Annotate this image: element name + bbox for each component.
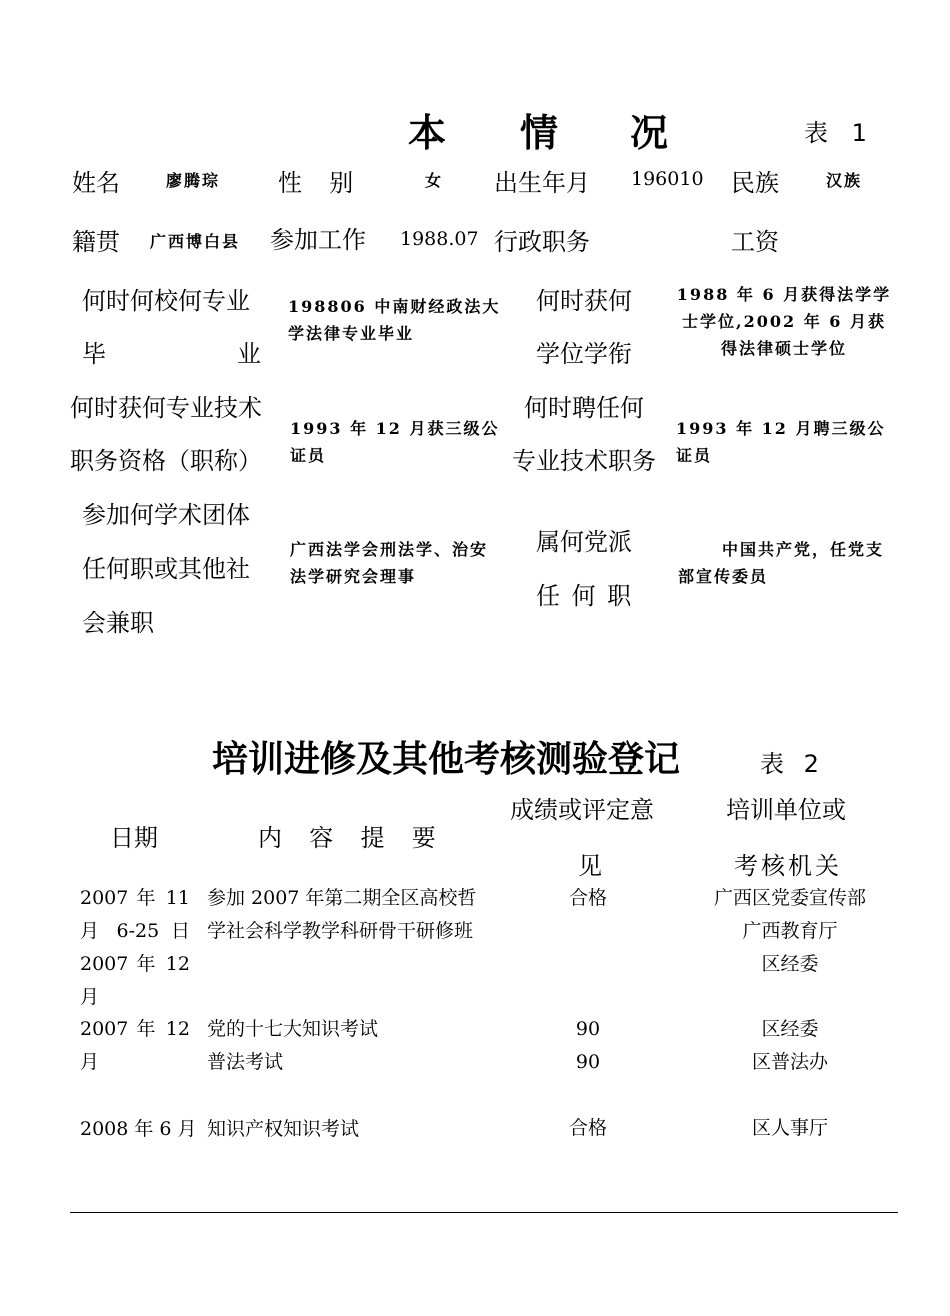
- association-label-line3: 会兼职: [82, 609, 154, 637]
- table-row-2-date: 2007 年 12 月: [80, 1018, 190, 1073]
- appointment-label-line1: 何时聘任何: [524, 394, 644, 422]
- table-row-1-date: 2007 年 11 月 6-25 日 2007 年 12 月: [80, 887, 190, 1008]
- name-label: 姓名: [72, 169, 120, 197]
- table2-number: 表 2: [760, 750, 825, 778]
- header-content: 内 容 提 要: [258, 824, 440, 852]
- table-row-2-result-2: 90: [575, 1051, 601, 1073]
- table-row-2-org-1: 区经委: [761, 1018, 819, 1040]
- table2-title: 培训进修及其他考核测验登记: [212, 739, 681, 780]
- party-value: 中国共产党，任党支部宣传委员: [678, 540, 885, 586]
- association-label-line2: 任何职或其他社: [82, 555, 250, 583]
- table1-number: 表 1: [804, 119, 875, 147]
- association-label-line1: 参加何学术团体: [82, 501, 250, 529]
- appointment-value: 1993 年 12 月聘三级公证员: [676, 419, 886, 465]
- ethnicity-label: 民族: [731, 169, 779, 197]
- table-row-1-org-2: 广西教育厅: [742, 920, 838, 942]
- table-row-2-content-2: 普法考试: [207, 1051, 284, 1073]
- header-org-line1: 培训单位或: [726, 796, 846, 824]
- party-label-line2: 任 何 职: [536, 582, 634, 610]
- birth-value: 196010: [631, 168, 704, 190]
- header-result-line1: 成绩或评定意: [510, 796, 654, 824]
- table-row-3-org: 区人事厅: [751, 1117, 828, 1139]
- degree-label-line1: 何时获何: [536, 287, 632, 315]
- graduation-label-line2a: 毕: [82, 340, 106, 368]
- table1-title-char-2: 情: [520, 111, 559, 155]
- table-row-1-org-3: 区经委: [761, 953, 819, 975]
- header-org-line2: 考核机关: [734, 852, 842, 880]
- qualification-label-line1: 何时获何专业技术: [70, 394, 262, 422]
- table-row-2-content-1: 党的十七大知识考试: [207, 1018, 379, 1040]
- bottom-divider: [70, 1212, 898, 1213]
- graduation-value: 198806 中南财经政法大学法律专业毕业: [288, 297, 501, 343]
- table-row-2-result-1: 90: [575, 1018, 601, 1040]
- table-row-3-date: 2008 年 6 月: [80, 1118, 197, 1140]
- work-start-value: 1988.07: [400, 228, 479, 250]
- table1-title-char-1: 本: [408, 111, 447, 155]
- admin-post-label: 行政职务: [494, 228, 590, 256]
- association-value: 广西法学会刑法学、治安法学研究会理事: [290, 540, 489, 586]
- graduation-label-line2b: 业: [237, 340, 261, 368]
- graduation-label-line1: 何时何校何专业: [82, 287, 250, 315]
- work-start-label: 参加工作: [270, 226, 366, 254]
- gender-label: 性 别: [278, 169, 358, 197]
- name-value: 廖腾琮: [166, 171, 221, 190]
- native-place-value: 广西博白县: [150, 232, 241, 251]
- salary-label: 工资: [731, 228, 779, 256]
- appointment-label-line2: 专业技术职务: [512, 447, 656, 475]
- qualification-label-line2: 职务资格（职称）: [70, 447, 262, 475]
- degree-value: 1988 年 6 月获得法学学士学位,2002 年 6 月获得法律硕士学位: [676, 285, 892, 358]
- table-row-1-content: 参加 2007 年第二期全区高校哲学社会科学教学科研骨干研修班: [207, 887, 477, 942]
- header-result-line2: 见: [578, 852, 602, 880]
- gender-value: 女: [425, 171, 444, 190]
- degree-label-line2: 学位学衔: [536, 340, 632, 368]
- birth-label: 出生年月: [494, 169, 590, 197]
- table-row-1-org-1: 广西区党委宣传部: [713, 887, 866, 909]
- table-row-3-result: 合格: [568, 1117, 607, 1139]
- table-row-1-result: 合格: [568, 887, 607, 909]
- header-date: 日期: [110, 824, 158, 852]
- qualification-value: 1993 年 12 月获三级公证员: [290, 419, 500, 465]
- party-label-line1: 属何党派: [536, 528, 632, 556]
- table-row-2-org-2: 区普法办: [751, 1051, 828, 1073]
- ethnicity-value: 汉族: [826, 171, 863, 190]
- table1-title-char-3: 况: [630, 111, 669, 155]
- native-place-label: 籍贯: [72, 228, 120, 256]
- table-row-3-content: 知识产权知识考试: [207, 1118, 360, 1140]
